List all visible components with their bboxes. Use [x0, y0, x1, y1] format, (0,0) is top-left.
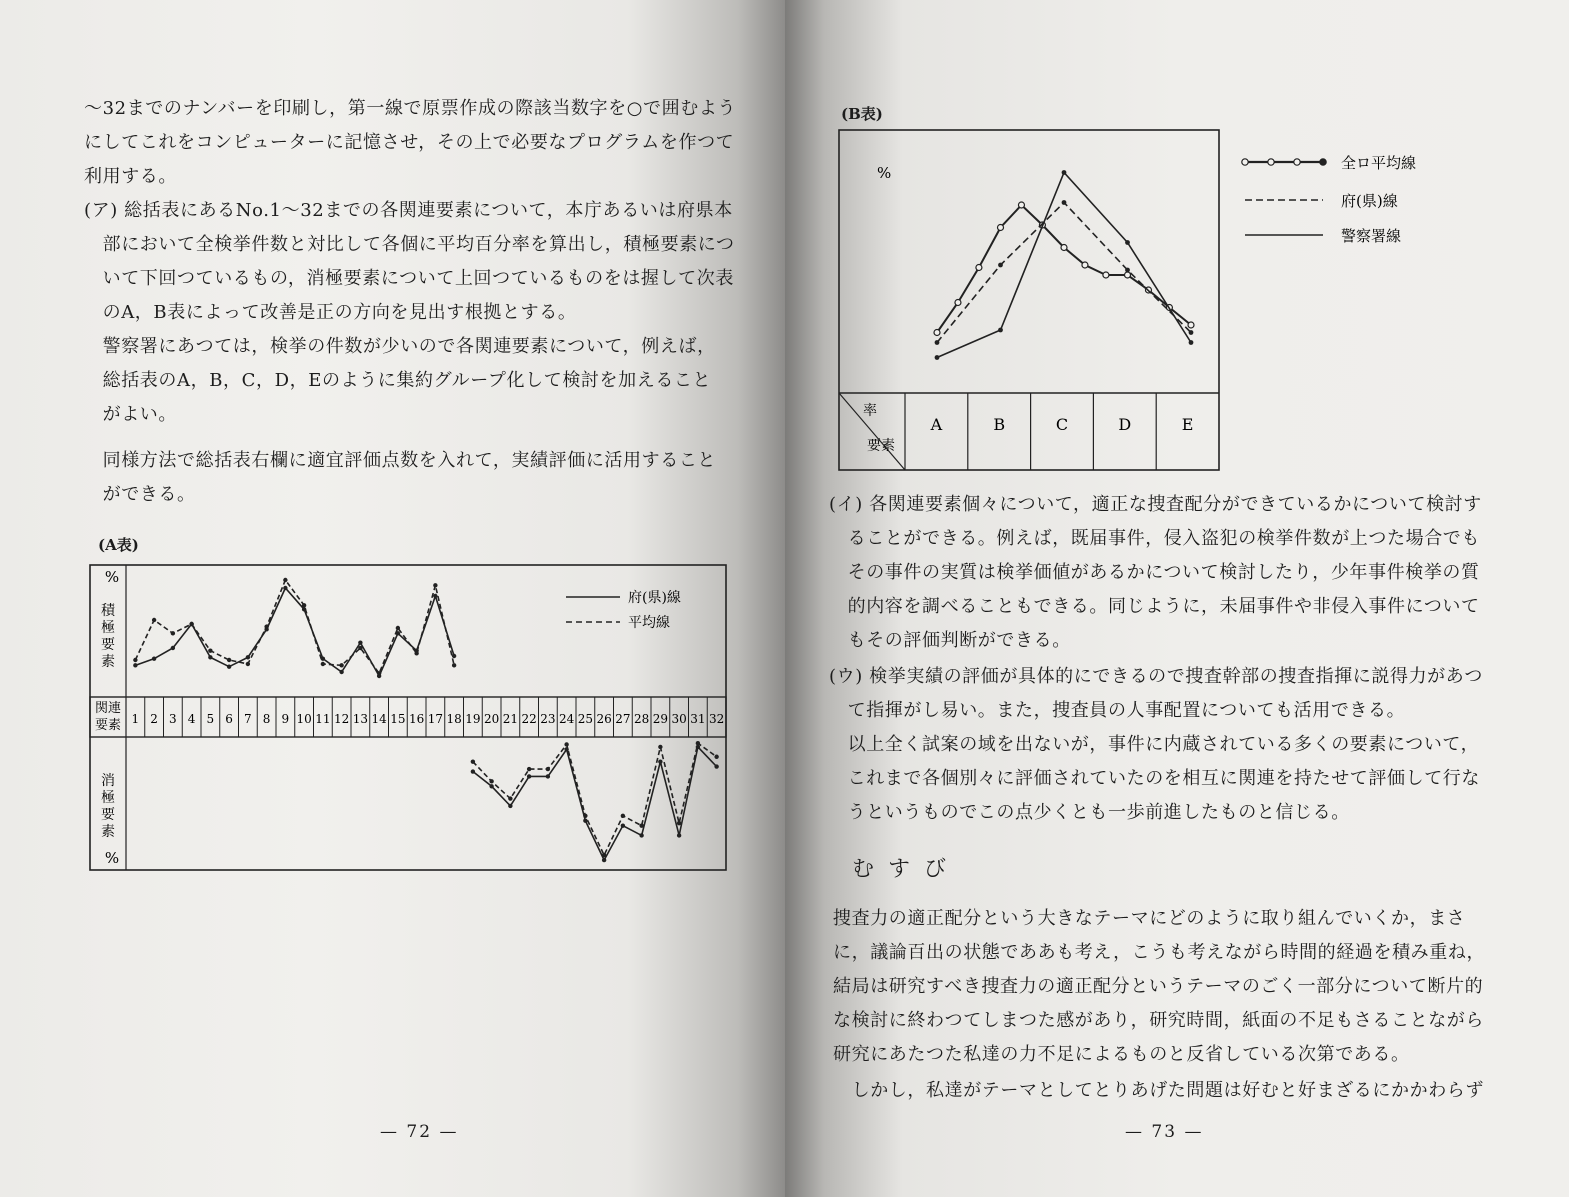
section-title-musubi: むすび	[852, 857, 961, 882]
chart-a-point	[227, 658, 231, 662]
chart-a-point	[658, 759, 662, 763]
chart-a-category-label: 24	[558, 712, 575, 726]
chart-a-legend-item-1: 府(県)線	[628, 590, 681, 606]
chart-a-category-label: 31	[690, 712, 706, 726]
chart-a-point	[152, 656, 156, 660]
chart-a-point	[714, 755, 718, 759]
chart-a-point	[246, 655, 250, 659]
chart-a-category-label: 29	[652, 712, 669, 726]
chart-b	[785, 120, 1569, 480]
chart-a-point	[489, 779, 493, 783]
chart-a-point	[264, 624, 268, 628]
right-page	[785, 0, 1569, 1197]
chart-b-point	[1125, 268, 1130, 273]
chart-a-point	[152, 618, 156, 622]
chart-a-point	[602, 853, 606, 857]
chart-a-category-label: 32	[708, 712, 725, 726]
chart-b-frame	[839, 130, 1219, 470]
chart-a-category-label: 30	[671, 712, 687, 726]
chart-b-legend-dot	[1294, 159, 1300, 165]
chart-b-point	[1103, 272, 1109, 278]
chart-b-category-label: B	[993, 415, 1006, 434]
chart-b-legend-dot	[1320, 159, 1326, 165]
chart-b-legend-item-1: 全ロ平均線	[1341, 154, 1417, 172]
chart-a-unit-top: %	[104, 568, 120, 586]
chart-a-point	[377, 671, 381, 675]
chart-a-point	[696, 741, 700, 745]
chart-b-point	[1125, 240, 1130, 245]
chart-b-point	[1018, 202, 1024, 208]
paragraph-1: 〜32までのナンバーを印刷し，第一線で原票作成の際該当数字を○で囲むよう にしてこれをコンピューターに記憶させ，その上で必要なプログラムを作つて 利用する。	[84, 98, 737, 187]
chart-a-title: (A表)	[98, 536, 139, 554]
chart-a-legend	[566, 590, 681, 631]
chart-a-category-label: 1	[131, 712, 140, 726]
chart-b-point	[1062, 170, 1067, 175]
chart-b-legend-dot	[1242, 159, 1248, 165]
chart-a-point	[489, 784, 493, 788]
chart-a-point	[302, 603, 306, 607]
chart-a-point	[339, 670, 343, 674]
chart-a-category-label: 10	[296, 712, 312, 726]
chart-a-category-label: 27	[615, 712, 631, 726]
chart-a-category-label: 15	[390, 712, 406, 726]
chart-a-point	[508, 804, 512, 808]
chart-a-category-label: 3	[169, 712, 177, 726]
paragraph-last: しかし，私達がテーマとしてとりあげた問題は好むと好まざるにかかわらず	[833, 1080, 1484, 1101]
chart-a-upper-panel-label: 積極要素	[101, 603, 115, 670]
chart-b-point	[955, 300, 961, 306]
chart-a-point	[321, 662, 325, 666]
chart-b-point	[1125, 272, 1131, 278]
chart-a-point	[621, 823, 625, 827]
chart-a-point	[677, 821, 681, 825]
chart-a-category-label: 2	[150, 712, 158, 726]
chart-a-legend-item-2: 平均線	[628, 615, 670, 631]
chart-a-row-label: 関連要素	[94, 701, 122, 733]
paragraph-conclusion: 捜査力の適正配分という大きなテーマにどのように取り組んでいくか，まさ に，議論百出の状態でああも考え，こうも考えながら時間的経過を積み重ね， 結局は研究すべき捜査力の適正配分というテーマのごく一部分について断片的 な検討に終わつてしまつた感があり，研究時間，紙面の不足もさることながら 研究にあたつた私達の力不足によるものと反省している次第である。	[833, 908, 1486, 1065]
chart-a-category-label: 8	[262, 712, 271, 726]
chart-b-point	[1189, 330, 1194, 335]
chart-a-point	[452, 654, 456, 658]
chart-b-point	[935, 340, 940, 345]
chart-a-point	[133, 658, 137, 662]
chart-a-point	[246, 662, 250, 666]
chart-a	[0, 560, 785, 890]
paragraph-4: 同様方法で総括表右欄に適宜評価点数を入れて，実績評価に活用すること ができる。	[102, 450, 717, 505]
page-number-left: — 72 —	[380, 1122, 459, 1142]
chart-a-point	[527, 774, 531, 778]
chart-b-point	[1061, 245, 1067, 251]
page-number-right: — 73 —	[1125, 1122, 1204, 1142]
chart-a-series-line	[135, 588, 454, 676]
chart-a-point	[621, 814, 625, 818]
chart-a-series-line	[473, 747, 717, 860]
chart-a-category-label: 16	[408, 712, 425, 726]
chart-a-point	[171, 646, 175, 650]
chart-a-point	[208, 648, 212, 652]
chart-b-category-label: A	[930, 415, 943, 434]
paragraph-3: 警察署にあつては，検挙の件数が少いので各関連要素について，例えば， 総括表のA，B，C，D，Eのように集約グループ化して検討を加えること がよい。	[102, 336, 716, 425]
chart-a-category-label: 23	[540, 712, 556, 726]
chart-a-category-label: 6	[225, 712, 233, 726]
chart-a-category-label: 11	[315, 712, 331, 726]
chart-a-point	[714, 764, 718, 768]
chart-a-category-label: 22	[521, 712, 537, 726]
chart-a-category-label: 9	[281, 712, 290, 726]
chart-a-point	[527, 767, 531, 771]
chart-a-point	[283, 586, 287, 590]
paragraph-item-i: (イ) 各関連要素個々について，適正な捜査配分ができているかについて検討す ることができる。例えば，既届事件，侵入盗犯の検挙件数が上つた場合でも その事件の実質は検挙価値があるかについて検討したり，少年事件検挙の質 的内容を調べることもできる。同じように，未届事件や非侵入事件について もその評価判断ができる。	[829, 494, 1482, 651]
chart-b-corner-top-label: 率	[863, 403, 877, 419]
chart-a-point	[339, 663, 343, 667]
chart-a-category-label: 18	[446, 712, 462, 726]
chart-b-corner-bottom-label: 要素	[867, 438, 895, 454]
chart-b-point	[1189, 340, 1194, 345]
chart-a-point	[358, 646, 362, 650]
chart-a-category-label: 20	[483, 712, 500, 726]
chart-a-category-label: 19	[465, 712, 481, 726]
chart-b-legend	[1242, 154, 1416, 245]
chart-a-lower-panel-label: 消極要素	[101, 773, 115, 840]
chart-a-category-label: 7	[244, 712, 252, 726]
chart-a-category-label: 21	[502, 712, 519, 726]
chart-a-point	[602, 858, 606, 862]
chart-a-point	[508, 796, 512, 800]
chart-a-point	[471, 759, 475, 763]
chart-b-point	[976, 265, 982, 271]
chart-a-category-label: 5	[206, 712, 215, 726]
paragraph-item-a: (ア) 総括表にあるNo.1〜32までの各関連要素について，本庁あるいは府県本 部において全検挙件数と対比して各個に平均百分率を算出し，積極要素につ いて下回つているもの，消極要素について上回つているものをは握して次表 のA，B表によって改善是正の方向を見出す根拠とする。	[84, 200, 735, 323]
chart-a-point	[396, 626, 400, 630]
chart-b-title: (B表)	[841, 105, 883, 123]
chart-a-point	[658, 745, 662, 749]
chart-a-category-label: 13	[352, 712, 369, 726]
chart-b-unit: %	[877, 164, 892, 182]
chart-a-point	[452, 663, 456, 667]
chart-b-point	[998, 263, 1003, 268]
chart-b-legend-item-3: 警察署線	[1341, 227, 1402, 245]
chart-a-point	[639, 833, 643, 837]
chart-a-category-label: 14	[371, 712, 387, 726]
chart-b-category-label: D	[1118, 415, 1132, 434]
chart-a-unit-bottom: %	[104, 849, 120, 867]
chart-a-point	[189, 622, 193, 626]
chart-a-point	[583, 814, 587, 818]
chart-a-point	[564, 742, 568, 746]
chart-a-point	[471, 769, 475, 773]
chart-a-point	[677, 833, 681, 837]
chart-a-point	[639, 823, 643, 827]
chart-b-series-line	[937, 205, 1191, 333]
chart-a-point	[433, 583, 437, 587]
chart-a-point	[546, 767, 550, 771]
chart-a-point	[358, 640, 362, 644]
chart-b-point	[998, 328, 1003, 333]
chart-a-category-label: 17	[427, 712, 444, 726]
chart-a-point	[433, 594, 437, 598]
paragraph-item-u: (ウ) 検挙実績の評価が具体的にできるので捜査幹部の捜査指揮に説得力があつ て指揮がし易い。また，捜査員の人事配置についても活用できる。 以上全く試案の域を出ないが，事件に内蔵されている多くの要素について， これまで各個別々に評価されていたのを相互に関連を持たせて評価して行な うというものでこの点少くとも一歩前進したものと信じる。	[829, 666, 1483, 823]
chart-b-point	[935, 355, 940, 360]
chart-a-point	[208, 655, 212, 659]
chart-b-category-label: C	[1055, 415, 1069, 434]
chart-b-category-label: E	[1181, 415, 1194, 434]
chart-a-point	[414, 651, 418, 655]
chart-a-point	[171, 631, 175, 635]
chart-a-category-label: 28	[633, 712, 650, 726]
chart-a-point	[283, 578, 287, 582]
chart-a-category-label: 12	[333, 712, 350, 726]
chart-a-point	[546, 774, 550, 778]
chart-b-point	[998, 225, 1004, 231]
chart-b-point	[1082, 262, 1088, 268]
chart-b-point	[1188, 322, 1194, 328]
chart-a-category-label: 26	[596, 712, 612, 726]
chart-b-legend-item-2: 府(県)線	[1341, 192, 1398, 210]
chart-a-point	[133, 663, 137, 667]
chart-b-legend-dot	[1268, 159, 1274, 165]
chart-a-category-label: 4	[187, 712, 196, 726]
chart-a-category-label: 25	[577, 712, 594, 726]
chart-a-series-line	[135, 580, 454, 673]
chart-a-point	[227, 664, 231, 668]
chart-b-point	[934, 330, 940, 336]
chart-b-point	[1062, 200, 1067, 205]
